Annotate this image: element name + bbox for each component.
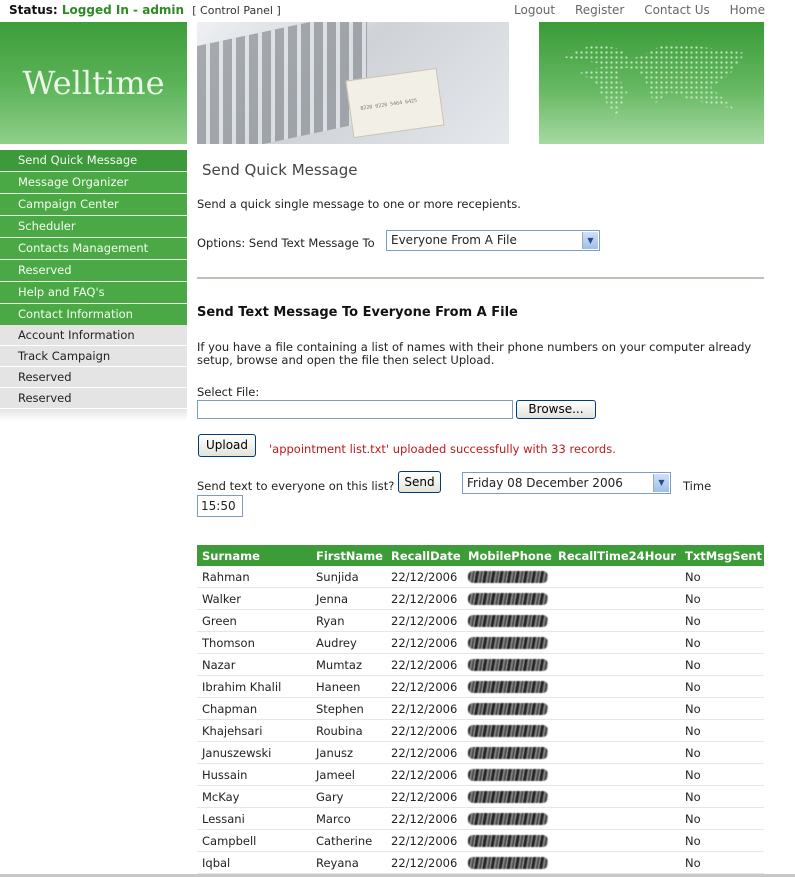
cell-recalltime <box>553 632 680 654</box>
cell-txtmsgsent: No <box>680 654 764 676</box>
control-panel-link[interactable]: [ Control Panel ] <box>192 4 281 17</box>
cell-recalldate: 22/12/2006 <box>386 830 463 852</box>
redacted-phone <box>468 725 548 737</box>
col-recalldate[interactable]: RecallDate <box>386 545 463 566</box>
status-user: admin <box>142 3 185 17</box>
sidebar-item-scheduler[interactable]: Scheduler <box>0 216 187 238</box>
laptop-card-banner-image <box>197 22 509 144</box>
cell-txtmsgsent: No <box>680 632 764 654</box>
cell-firstname: Janusz <box>311 742 386 764</box>
cell-txtmsgsent: No <box>680 808 764 830</box>
cell-recalldate: 22/12/2006 <box>386 676 463 698</box>
cell-mobilephone <box>463 610 553 632</box>
date-select-value: Friday 08 December 2006 <box>467 476 623 490</box>
cell-firstname: Roubina <box>311 720 386 742</box>
logo-text: Welltime <box>22 64 165 102</box>
table-row <box>197 698 764 720</box>
status-state: Logged In <box>61 3 129 17</box>
sidebar-item-campaign-center[interactable]: Campaign Center <box>0 194 187 216</box>
cell-surname: Ibrahim Khalil <box>197 676 311 698</box>
sidebar-item-message-organizer[interactable]: Message Organizer <box>0 172 187 194</box>
cell-mobilephone <box>463 742 553 764</box>
redacted-phone <box>468 593 548 605</box>
send-prompt-label: Send text to everyone on this list? <box>197 479 395 493</box>
cell-txtmsgsent: No <box>680 588 764 610</box>
cell-recalltime <box>553 698 680 720</box>
browse-button[interactable]: Browse... <box>516 400 596 419</box>
cell-surname: Rahman <box>197 566 311 588</box>
sidebar-item-contact-information[interactable]: Contact Information <box>0 304 187 326</box>
cell-surname: Thomson <box>197 632 311 654</box>
cell-recalltime <box>553 808 680 830</box>
redacted-phone <box>468 681 548 693</box>
logout-link[interactable]: Logout <box>514 3 556 17</box>
cell-txtmsgsent: No <box>680 720 764 742</box>
cell-recalltime <box>553 720 680 742</box>
col-mobilephone[interactable]: MobilePhone <box>463 545 553 566</box>
send-to-select[interactable] <box>386 230 600 251</box>
sidebar-secondary-nav <box>0 325 187 421</box>
world-map-banner-image <box>539 22 764 144</box>
world-map-graphic <box>559 40 749 126</box>
cell-txtmsgsent: No <box>680 742 764 764</box>
register-link[interactable]: Register <box>574 3 625 17</box>
cell-firstname: Catherine <box>311 830 386 852</box>
cell-surname: Januszewski <box>197 742 311 764</box>
cell-recalltime <box>553 588 680 610</box>
cell-recalldate: 22/12/2006 <box>386 808 463 830</box>
cell-recalldate: 22/12/2006 <box>386 742 463 764</box>
cell-mobilephone <box>463 830 553 852</box>
redacted-phone <box>468 747 548 759</box>
col-txtmsgsent[interactable]: TxtMsgSent <box>680 545 764 566</box>
cell-recalldate: 22/12/2006 <box>386 632 463 654</box>
time-label: Time <box>683 479 712 493</box>
table-row <box>197 632 764 654</box>
cell-recalldate: 22/12/2006 <box>386 610 463 632</box>
sidebar-fade <box>0 409 187 421</box>
cell-recalltime <box>553 742 680 764</box>
cell-recalltime <box>553 764 680 786</box>
cell-mobilephone <box>463 764 553 786</box>
cell-firstname: Stephen <box>311 698 386 720</box>
contact-us-link[interactable]: Contact Us <box>644 3 710 17</box>
cell-recalldate: 22/12/2006 <box>386 588 463 610</box>
section-divider <box>197 277 764 279</box>
redacted-phone <box>468 791 548 803</box>
cell-surname: Green <box>197 610 311 632</box>
sidebar-primary-nav <box>0 150 187 326</box>
cell-surname: Khajehsari <box>197 720 311 742</box>
cell-txtmsgsent: No <box>680 852 764 874</box>
cell-surname: Hussain <box>197 764 311 786</box>
status-separator: - <box>128 3 143 17</box>
redacted-phone <box>468 703 548 715</box>
redacted-phone <box>468 637 548 649</box>
table-header-row <box>197 545 764 566</box>
chevron-down-icon[interactable]: ▼ <box>653 474 669 492</box>
table-row <box>197 808 764 830</box>
cell-surname: Iqbal <box>197 852 311 874</box>
contacts-table <box>197 545 764 874</box>
table-row <box>197 786 764 808</box>
cell-mobilephone <box>463 720 553 742</box>
cell-surname: Lessani <box>197 808 311 830</box>
cell-mobilephone <box>463 852 553 874</box>
site-logo[interactable] <box>0 22 187 144</box>
time-input[interactable]: 15:50 <box>197 495 243 517</box>
top-links <box>498 3 765 17</box>
redacted-phone <box>468 769 548 781</box>
table-row <box>197 764 764 786</box>
send-button[interactable]: Send <box>398 471 441 493</box>
page-intro: Send a quick single message to one or more recepients. <box>197 197 521 211</box>
cell-mobilephone <box>463 588 553 610</box>
cell-surname: Nazar <box>197 654 311 676</box>
sidebar-item-track-campaign[interactable]: Track Campaign <box>0 346 187 367</box>
table-row <box>197 588 764 610</box>
page-title: Send Quick Message <box>202 161 358 179</box>
section-title: Send Text Message To Everyone From A File <box>197 305 518 320</box>
redacted-phone <box>468 813 548 825</box>
cell-mobilephone <box>463 786 553 808</box>
cell-surname: McKay <box>197 786 311 808</box>
select-file-label: Select File: <box>197 385 260 399</box>
cell-firstname: Marco <box>311 808 386 830</box>
table-row <box>197 566 764 588</box>
cell-recalltime <box>553 786 680 808</box>
table-row <box>197 742 764 764</box>
cell-mobilephone <box>463 808 553 830</box>
status-label: Status: <box>9 3 58 17</box>
redacted-phone <box>468 857 548 869</box>
send-to-select-value: Everyone From A File <box>391 233 517 247</box>
cell-surname: Walker <box>197 588 311 610</box>
cell-recalldate: 22/12/2006 <box>386 698 463 720</box>
col-recalltime[interactable]: RecallTime24Hour <box>553 545 680 566</box>
col-firstname[interactable]: FirstName <box>311 545 386 566</box>
keyboard-graphic <box>197 22 367 144</box>
cell-txtmsgsent: No <box>680 676 764 698</box>
sidebar-item-account-information[interactable]: Account Information <box>0 325 187 346</box>
cell-recalltime <box>553 566 680 588</box>
cell-recalldate: 22/12/2006 <box>386 720 463 742</box>
cell-recalltime <box>553 830 680 852</box>
cell-mobilephone <box>463 632 553 654</box>
top-bar <box>0 0 795 22</box>
table-row <box>197 852 764 874</box>
redacted-phone <box>468 571 548 583</box>
table-row <box>197 676 764 698</box>
credit-card-graphic <box>345 68 444 138</box>
cell-recalltime <box>553 852 680 874</box>
cell-mobilephone <box>463 566 553 588</box>
sidebar-item-reserved-3[interactable]: Reserved <box>0 388 187 409</box>
cell-txtmsgsent: No <box>680 610 764 632</box>
upload-button[interactable]: Upload <box>198 434 256 457</box>
cell-txtmsgsent: No <box>680 698 764 720</box>
cell-firstname: Gary <box>311 786 386 808</box>
cell-firstname: Sunjida <box>311 566 386 588</box>
login-status <box>9 3 281 17</box>
sidebar-item-help-faq[interactable]: Help and FAQ's <box>0 282 187 304</box>
cell-recalltime <box>553 676 680 698</box>
date-select[interactable] <box>462 472 671 494</box>
table-row <box>197 654 764 676</box>
sidebar-item-contacts-management[interactable]: Contacts Management <box>0 238 187 260</box>
table-row <box>197 610 764 632</box>
file-path-input[interactable] <box>197 400 513 419</box>
sidebar-item-reserved[interactable]: Reserved <box>0 260 187 282</box>
cell-firstname: Jameel <box>311 764 386 786</box>
table-row <box>197 830 764 852</box>
sidebar-item-reserved-2[interactable]: Reserved <box>0 367 187 388</box>
cell-txtmsgsent: No <box>680 786 764 808</box>
cell-mobilephone <box>463 698 553 720</box>
redacted-phone <box>468 835 548 847</box>
cell-firstname: Jenna <box>311 588 386 610</box>
redacted-phone <box>468 615 548 627</box>
cell-mobilephone <box>463 676 553 698</box>
cell-recalldate: 22/12/2006 <box>386 852 463 874</box>
cell-firstname: Haneen <box>311 676 386 698</box>
cell-firstname: Audrey <box>311 632 386 654</box>
options-label: Options: Send Text Message To <box>197 236 375 250</box>
cell-txtmsgsent: No <box>680 764 764 786</box>
cell-recalldate: 22/12/2006 <box>386 566 463 588</box>
cell-firstname: Ryan <box>311 610 386 632</box>
cell-surname: Campbell <box>197 830 311 852</box>
cell-txtmsgsent: No <box>680 830 764 852</box>
table-row <box>197 720 764 742</box>
sidebar-item-send-quick-message[interactable]: Send Quick Message <box>0 150 187 172</box>
col-surname[interactable]: Surname <box>197 545 311 566</box>
home-link[interactable]: Home <box>729 3 765 17</box>
cell-recalldate: 22/12/2006 <box>386 764 463 786</box>
chevron-down-icon[interactable]: ▼ <box>582 232 598 249</box>
cell-recalltime <box>553 654 680 676</box>
section-description: If you have a file containing a list of names with their phone numbers on your computer already setup, browse and open the file then select Upload. <box>197 340 752 367</box>
cell-txtmsgsent: No <box>680 566 764 588</box>
cell-firstname: Reyana <box>311 852 386 874</box>
cell-recalltime <box>553 610 680 632</box>
redacted-phone <box>468 659 548 671</box>
cell-firstname: Mumtaz <box>311 654 386 676</box>
cell-recalldate: 22/12/2006 <box>386 654 463 676</box>
cell-mobilephone <box>463 654 553 676</box>
card-number: 8220 0220 5464 6425 <box>360 97 418 112</box>
cell-recalldate: 22/12/2006 <box>386 786 463 808</box>
upload-success-message: 'appointment list.txt' uploaded successfully with 33 records. <box>269 442 616 456</box>
cell-surname: Chapman <box>197 698 311 720</box>
